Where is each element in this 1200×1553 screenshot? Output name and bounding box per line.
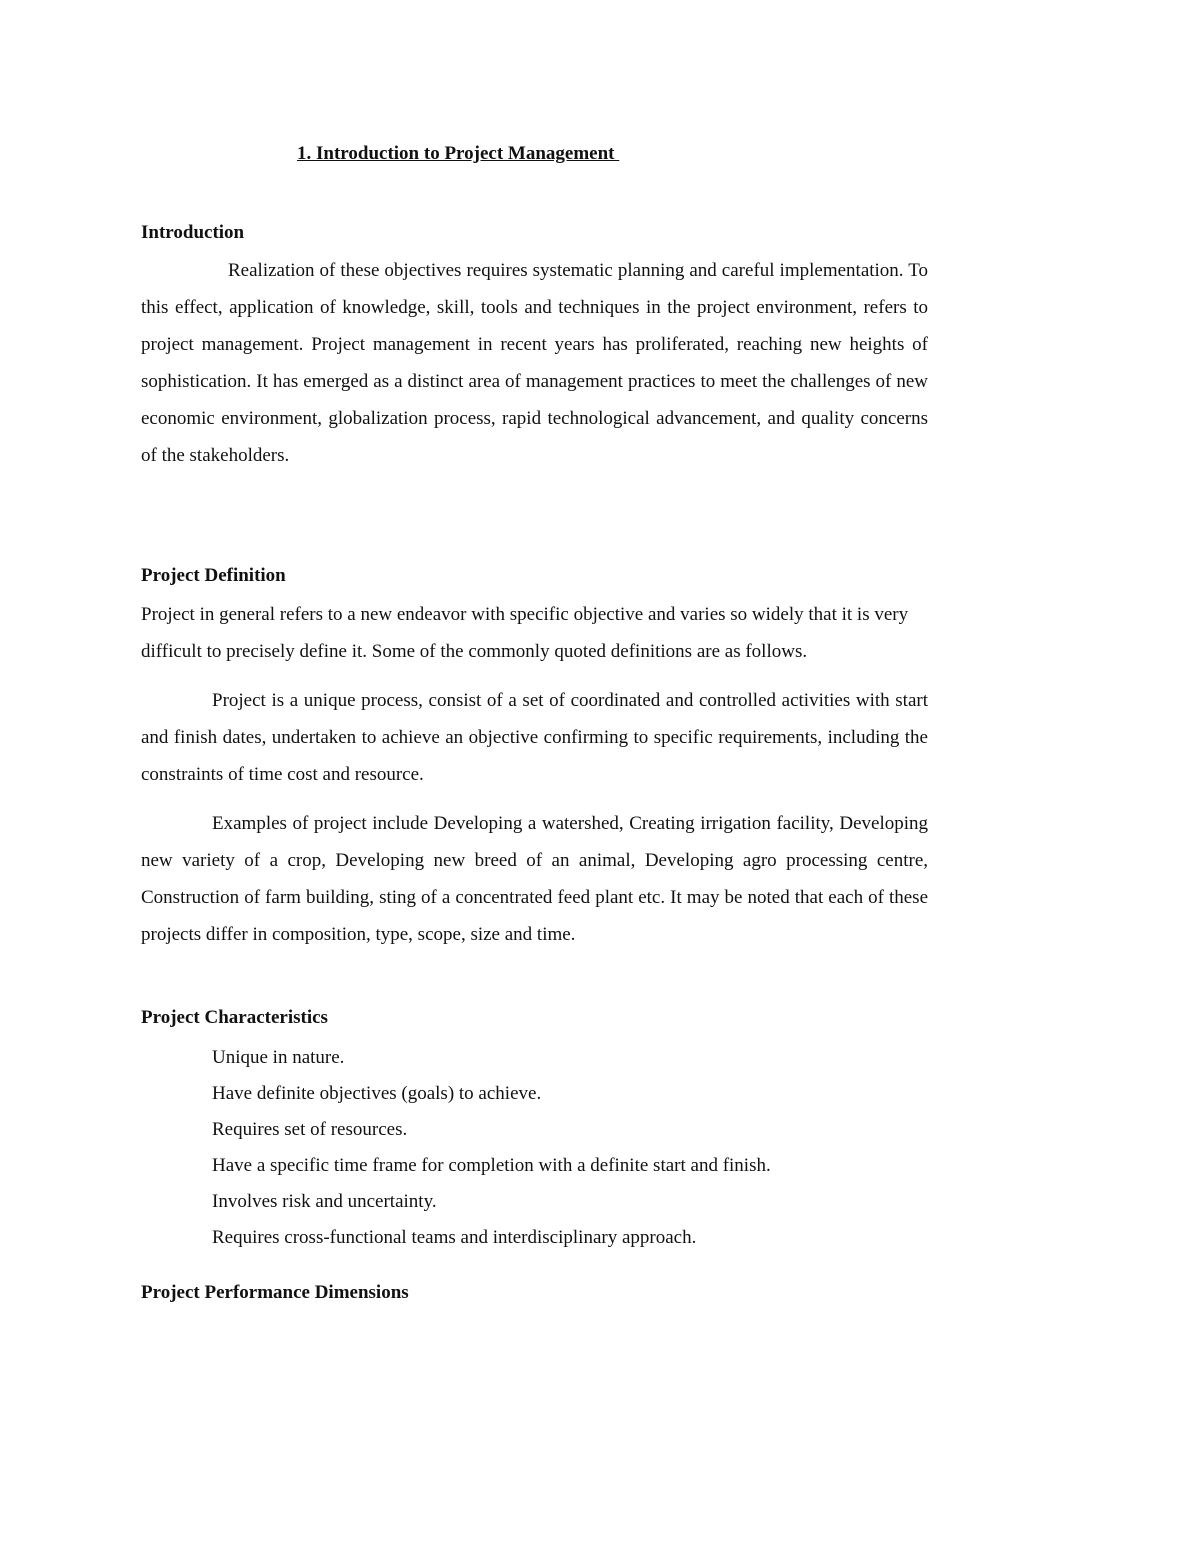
definition-paragraph-3: Examples of project include Developing a watershed, Creating irrigation facility, Developing new variety of a crop, Developing new breed of an animal, Developing agro processing centre, Construction of farm building, sting of a concentrated feed plant etc. It may be noted that each of these projects differ in composition, type, scope, size and time. <box>141 813 928 945</box>
list-item: Have definite objectives (goals) to achieve. <box>212 1083 542 1104</box>
introduction-heading: Introduction <box>141 222 245 243</box>
characteristics-heading: Project Characteristics <box>141 1007 328 1028</box>
list-item: Requires cross-functional teams and interdisciplinary approach. <box>212 1227 697 1248</box>
performance-heading: Project Performance Dimensions <box>141 1282 409 1303</box>
document-title: 1. Introduction to Project Management <box>297 143 620 164</box>
list-item: Unique in nature. <box>212 1047 345 1068</box>
list-item: Have a specific time frame for completion with a definite start and finish. <box>212 1155 771 1176</box>
list-item: Requires set of resources. <box>212 1119 408 1140</box>
characteristics-list <box>212 1040 771 1256</box>
definition-paragraph-1: Project in general refers to a new endeavor with specific objective and varies so widely that it is very difficult to precisely define it. Some of the commonly quoted definitions are as follows. <box>141 604 909 662</box>
definition-paragraph-2: Project is a unique process, consist of a set of coordinated and controlled activities with start and finish dates, undertaken to achieve an objective confirming to specific requirements, including the constraints of time cost and resource. <box>141 690 928 785</box>
list-item: Involves risk and uncertainty. <box>212 1191 437 1212</box>
introduction-paragraph: Realization of these objectives requires systematic planning and careful implementation. To this effect, application of knowledge, skill, tools and techniques in the project environment, refers to project management. Project management in recent years has proliferated, reaching new heights of sophistication. It has emerged as a distinct area of management practices to meet the challenges of new economic environment, globalization process, rapid technological advancement, and quality concerns of the stakeholders. <box>141 260 928 466</box>
definition-heading: Project Definition <box>141 565 286 586</box>
